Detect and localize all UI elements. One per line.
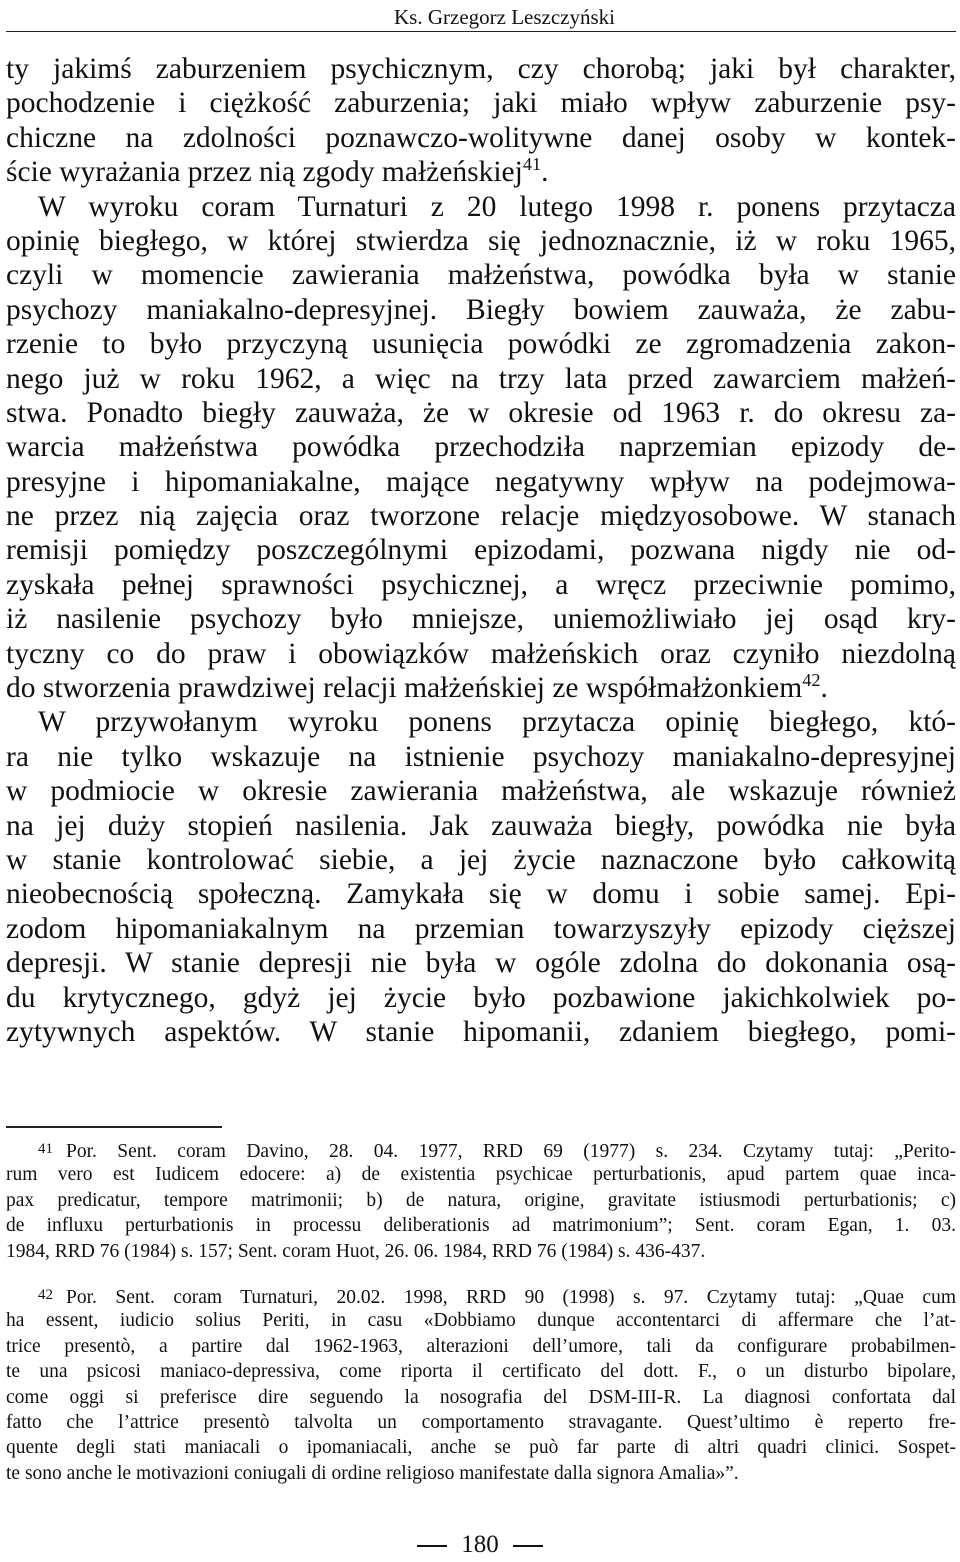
page-number-value: 180: [461, 1531, 499, 1558]
footnote-line: quente degli stati maniacali o ipomaniacali, anche se può far parte di altri quadri clinici. Sospet-: [6, 1437, 956, 1459]
body-line: do stworzenia prawdziwej relacji małżeńskiej ze współmałżonkiem$^{42}$.: [6, 671, 828, 705]
author-name: Ks. Grzegorz Leszczyński: [394, 5, 615, 29]
body-line: warcia małżeństwa powódka przechodziła naprzemian epizody de-: [6, 431, 956, 464]
body-line: psychozy maniakalno-depresyjnej. Biegły bowiem zauważa, że zabu-: [6, 293, 956, 326]
body-line: opinię biegłego, w której stwierdza się jednoznacznie, iż w roku 1965,: [6, 224, 956, 257]
footnote-ref-41: 41: [522, 155, 542, 175]
body-line: depresji. W stanie depresji nie była w ogóle zdolna do dokonania osą-: [6, 947, 956, 980]
footnote-line: te sono anche le motivazioni coniugali di ordine religioso manifestate dalla signora Amalia»”.: [6, 1462, 739, 1484]
footnote-number: 42: [38, 1287, 53, 1303]
footnote-separator: [6, 1126, 222, 1128]
body-line: zyskała pełnej sprawności psychicznej, a wręcz przeciwnie pomimo,: [6, 568, 956, 601]
body-line: zodom hipomaniakalnym na przemian towarzyszyły epizody cięższej: [6, 912, 956, 945]
body-line: W przywołanym wyroku ponens przytacza opinię biegłego, któ-: [38, 706, 956, 739]
body-line: ra nie tylko wskazuje na istnienie psychozy maniakalno-depresyjnej: [6, 740, 956, 773]
footnote-line: 41 Por. Sent. coram Davino, 28. 04. 1977, RRD 69 (1977) s. 234. Czytamy tutaj: „Perito-: [6, 1137, 956, 1162]
body-line: na jej duży stopień nasilenia. Jak zauważa biegły, powódka nie była: [6, 809, 956, 842]
body-line: ty jakimś zaburzeniem psychicznym, czy chorobą; jaki był charakter,: [6, 53, 956, 85]
body-text: [6, 52, 956, 1049]
footnote-line: 1984, RRD 76 (1984) s. 157; Sent. coram Huot, 26. 06. 1984, RRD 76 (1984) s. 436-437.: [6, 1240, 706, 1262]
body-line: pochodzenie i ciężkość zaburzenia; jaki miało wpływ zaburzenie psy-: [6, 87, 956, 120]
footnote-line: pax predicatur, tempore matrimonii; b) de natura, origine, gravitate istiusmodi perturbationis; c): [6, 1189, 956, 1211]
body-line: W wyroku coram Turnaturi z 20 lutego 1998 r. ponens przytacza: [38, 190, 956, 223]
body-line: presyjne i hipomaniakalne, mające negatywny wpływ na podejmowa-: [6, 465, 956, 498]
body-line: czyli w momencie zawierania małżeństwa, powódka była w stanie: [6, 259, 956, 292]
footnote-line: fatto che l’attrice presentò talvolta un comportamento stravagante. Quest’ultimo è reperto fre-: [6, 1411, 956, 1433]
footnote-42: [6, 1283, 956, 1486]
footnote-41: [6, 1137, 956, 1264]
footnote-line: come oggi si preferisce dire seguendo la nosografia del DSM-III-R. La diagnosi confortata dal: [6, 1386, 956, 1408]
body-line: iż nasilenie psychozy było mniejsze, uniemożliwiało jej osąd kry-: [6, 603, 956, 636]
page-number-dash-left: [417, 1545, 447, 1547]
footnote-line: de influxu perturbationis in processu deliberationis ad matrimonium”; Sent. coram Egan, 1. 03.: [6, 1215, 956, 1237]
body-line: ście wyrażania przez nią zgody małżeńskiej$^{41}$.: [6, 155, 549, 189]
footnote-line: rum vero est Iudicem edocere: a) de existentia psychicae perturbationis, apud partem quae inca-: [6, 1164, 956, 1186]
body-line: nieobecnością społeczną. Zamykała się w domu i sobie samej. Epi-: [6, 878, 956, 911]
body-line: w podmiocie w okresie zawierania małżeństwa, ale wskazuje również: [6, 775, 956, 808]
body-line: tyczny co do praw i obowiązków małżeńskich oraz czyniło niezdolną: [6, 637, 956, 670]
footnote-line: te una psicosi maniaco-depressiva, come riporta il certificato del dott. F., o un disturbo bipolare,: [6, 1361, 956, 1383]
body-line: ne przez nią zajęcia oraz tworzone relacje międzyosobowe. W stanach: [6, 500, 956, 533]
body-line: remisji pomiędzy poszczególnymi epizodami, pozwana nigdy nie od-: [6, 534, 956, 567]
page-number: [0, 1532, 960, 1558]
footnote-line: 42 Por. Sent. coram Turnaturi, 20.02. 1998, RRD 90 (1998) s. 97. Czytamy tutaj: „Quae cum: [6, 1283, 956, 1308]
body-line: w stanie kontrolować siebie, a jej życie naznaczone było całkowitą: [6, 843, 956, 876]
body-line: rzenie to było przyczyną usunięcia powódki ze zgromadzenia zakon-: [6, 328, 956, 361]
body-line: stwa. Ponadto biegły zauważa, że w okresie od 1963 r. do okresu za-: [6, 396, 956, 429]
body-line: du krytycznego, gdyż jej życie było pozbawione jakichkolwiek po-: [6, 981, 956, 1014]
page-number-dash-right: [513, 1545, 543, 1547]
footnote-line: trice presentò, a partire dal 1962-1963, alterazioni dell’umore, tali da configurare probabilmen-: [6, 1335, 956, 1357]
footnote-number: 41: [38, 1141, 53, 1157]
footnote-line: ha essent, iudicio solius Periti, in casu «Dobbiamo dunque accontentarci di affermare che l’at-: [6, 1310, 956, 1332]
header-rule: [6, 31, 956, 32]
running-head: [0, 4, 960, 30]
footnote-ref-42: 42: [802, 671, 821, 691]
body-line: chiczne na zdolności poznawczo-wolitywne danej osoby w kontek-: [6, 121, 956, 154]
body-line: nego już w roku 1962, a więc na trzy lata przed zawarciem małżeń-: [6, 362, 956, 395]
body-line: zytywnych aspektów. W stanie hipomanii, zdaniem biegłego, pomi-: [6, 1015, 956, 1048]
